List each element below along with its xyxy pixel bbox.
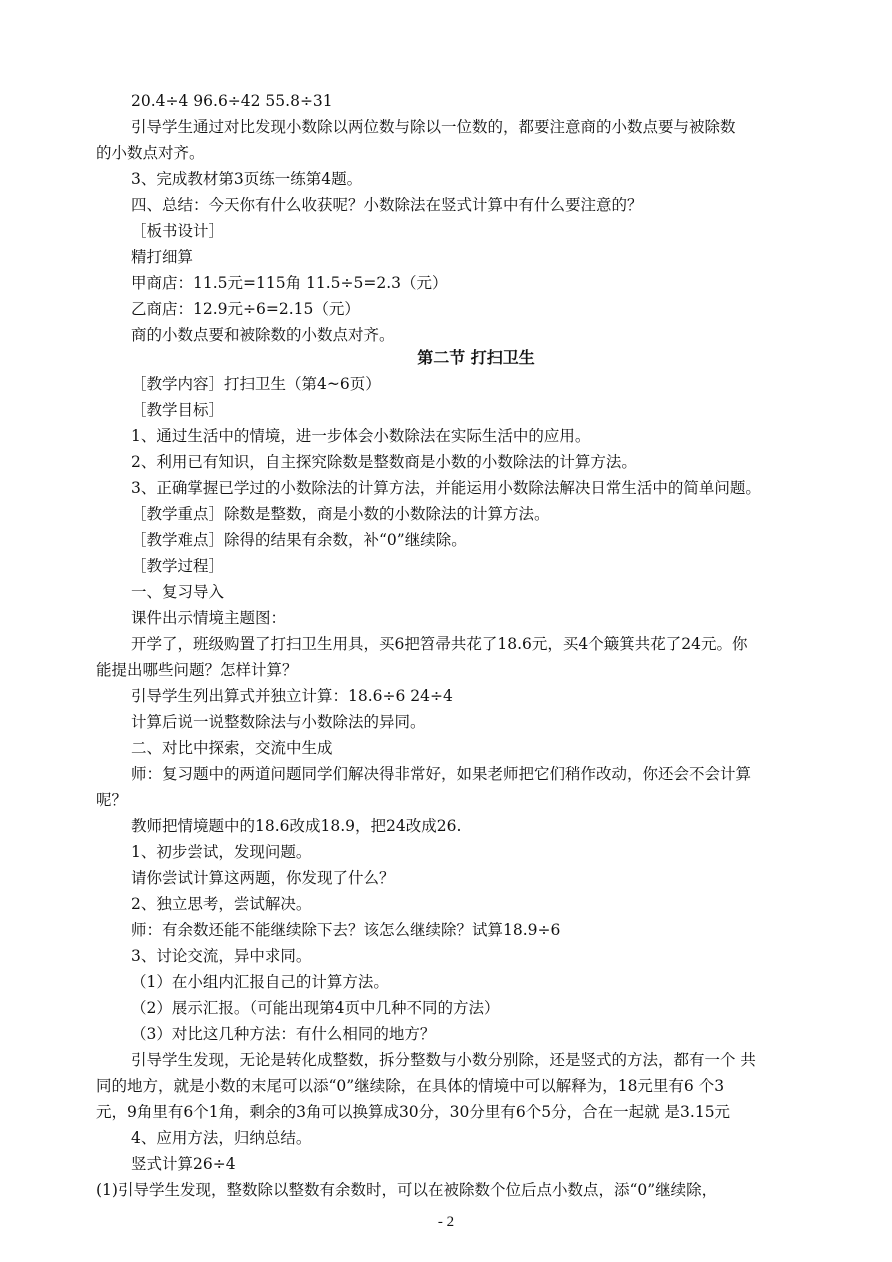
text-line: 开学了，班级购置了打扫卫生用具，买6把笤帚共花了18.6元，买4个簸箕共花了24元。你 — [131, 635, 748, 653]
text-line: 二、对比中探索，交流中生成 — [131, 739, 333, 757]
text-line: 请你尝试计算这两题，你发现了什么？ — [131, 869, 395, 887]
text-line: 2、利用已有知识，自主探究除数是整数商是小数的小数除法的计算方法。 — [131, 453, 637, 471]
text-line: 能提出哪些问题？怎样计算？ — [96, 661, 298, 679]
text-line: （1）在小组内汇报自己的计算方法。 — [131, 973, 389, 991]
text-line: 4、应用方法，归纳总结。 — [131, 1129, 312, 1147]
text-line: 1、通过生活中的情境，进一步体会小数除法在实际生活中的应用。 — [131, 427, 591, 445]
text-line: 乙商店：12.9元÷6=2.15（元） — [131, 300, 360, 318]
text-line: 甲商店：11.5元=115角 11.5÷5=2.3（元） — [131, 274, 448, 292]
text-line: （2）展示汇报。（可能出现第4页中几种不同的方法） — [131, 999, 500, 1017]
text-line: 商的小数点要和被除数的小数点对齐。 — [131, 326, 395, 344]
text-line: (1)引导学生发现，整数除以整数有余数时，可以在被除数个位后点小数点，添“0”继续除， — [96, 1181, 718, 1199]
text-line: 1、初步尝试，发现问题。 — [131, 843, 312, 861]
text-line: 2、独立思考，尝试解决。 — [131, 895, 312, 913]
text-line: ［板书设计］ — [131, 222, 225, 240]
text-line: 引导学生列出算式并独立计算：18.6÷6 24÷4 — [131, 687, 453, 705]
section-heading: 第二节 打扫卫生 — [417, 348, 535, 367]
text-line: 教师把情境题中的18.6改成18.9，把24改成26. — [131, 817, 462, 835]
text-line: 的小数点对齐。 — [96, 144, 205, 162]
text-line: ［教学难点］除得的结果有余数，补“0”继续除。 — [131, 531, 467, 549]
text-line: 四、总结：今天你有什么收获呢？小数除法在竖式计算中有什么要注意的？ — [131, 196, 643, 214]
text-line: 师：有余数还能不能继续除下去？该怎么继续除？试算18.9÷6 — [131, 921, 561, 939]
text-line: 精打细算 — [131, 248, 194, 266]
text-line: ［教学重点］除数是整数，商是小数的小数除法的计算方法。 — [131, 505, 550, 523]
text-line: 一、复习导入 — [131, 583, 225, 601]
text-line: 呢？ — [96, 791, 128, 809]
text-line: 3、完成教材第3页练一练第4题。 — [131, 170, 363, 188]
text-line: 师：复习题中的两道问题同学们解决得非常好，如果老师把它们稍作改动，你还会不会计算 — [131, 765, 752, 783]
text-line: 引导学生通过对比发现小数除以两位数与除以一位数的，都要注意商的小数点要与被除数 — [131, 118, 736, 136]
text-line: 同的地方，就是小数的末尾可以添“0”继续除，在具体的情境中可以解释为，18元里有6 个3 — [96, 1077, 725, 1095]
text-line: 3、讨论交流，异中求同。 — [131, 947, 312, 965]
text-line: 20.4÷4 96.6÷42 55.8÷31 — [131, 92, 333, 110]
text-line: ［教学内容］打扫卫生（第4~6页） — [131, 375, 381, 393]
page-number: - 2 — [437, 1214, 455, 1230]
text-line: 竖式计算26÷4 — [131, 1155, 236, 1173]
text-line: ［教学目标］ — [131, 401, 225, 419]
text-line: 课件出示情境主题图： — [131, 609, 287, 627]
text-line: 计算后说一说整数除法与小数除法的异同。 — [131, 713, 426, 731]
text-line: 元，9角里有6个1角，剩余的3角可以换算成30分，30分里有6个5分，合在一起就 是3.15元 — [96, 1103, 731, 1121]
text-line: 引导学生发现，无论是转化成整数，拆分整数与小数分别除，还是竖式的方法，都有一个 共 — [131, 1051, 756, 1069]
text-line: 3、正确掌握已学过的小数除法的计算方法，并能运用小数除法解决日常生活中的简单问题。 — [131, 479, 761, 497]
text-line: （3）对比这几种方法：有什么相同的地方？ — [131, 1025, 436, 1043]
text-line: ［教学过程］ — [131, 557, 225, 575]
